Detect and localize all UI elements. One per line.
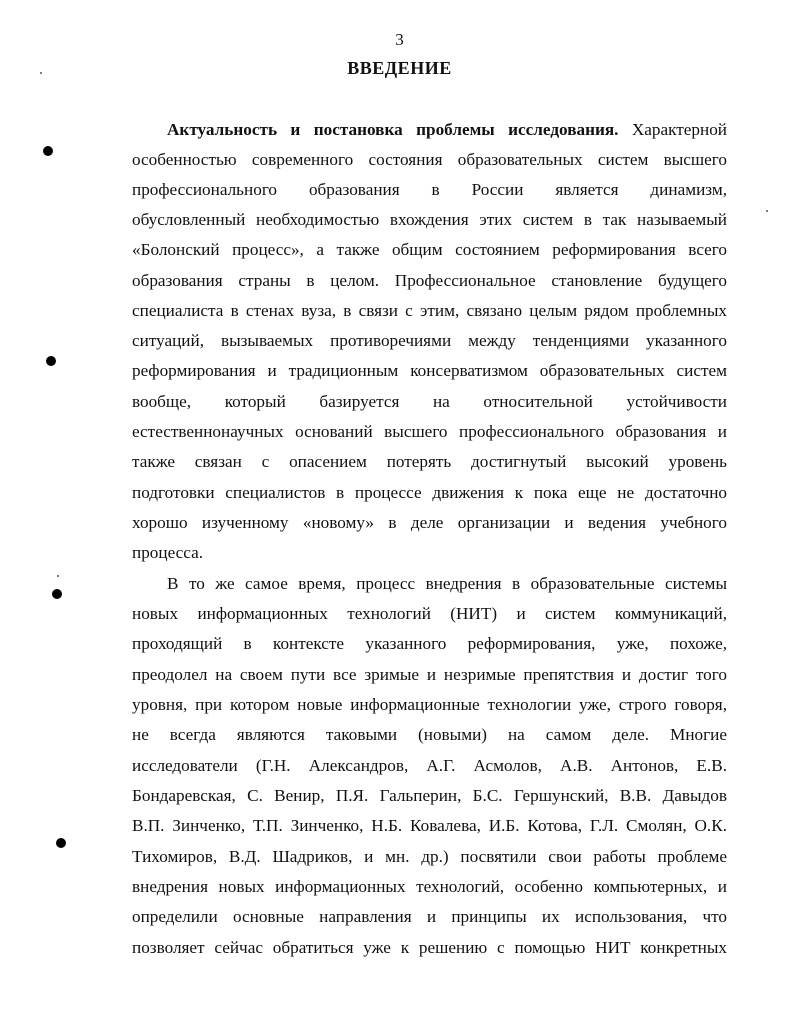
paragraph-line: позволяет сейчас обратиться уже к решению с помощью НИТ конкретных — [132, 938, 727, 957]
paragraph-line: исследователи (Г.Н. Александров, А.Г. Асмолов, А.В. Антонов, Е.В. — [132, 756, 727, 775]
paragraph-line: новых информационных технологий (НИТ) и систем коммуникаций, — [132, 604, 727, 623]
paragraph-line: В то же самое время, процесс внедрения в образовательные системы — [167, 574, 727, 593]
scan-speck — [57, 575, 59, 577]
paragraph-line: обусловленный необходимостью вхождения этих систем в так называемый — [132, 210, 727, 229]
lead-tail: Характерной — [631, 120, 727, 139]
paragraph-line: процесса. — [132, 543, 204, 562]
punch-hole — [43, 146, 53, 156]
punch-hole — [52, 589, 62, 599]
paragraph-line: Тихомиров, В.Д. Шадриков, и мн. др.) посвятили свои работы проблеме — [132, 847, 727, 866]
lead-phrase: Актуальность и постановка проблемы исследования. — [167, 120, 619, 139]
paragraph-line: особенностью современного состояния образовательных систем высшего — [132, 150, 727, 169]
paragraph-line: профессионального образования в России является динамизм, — [132, 180, 727, 199]
paragraph-line: специалиста в стенах вуза, в связи с этим, связано целым рядом проблемных — [132, 301, 727, 320]
paragraph-line: Бондаревская, С. Венир, П.Я. Гальперин, Б.С. Гершунский, В.В. Давыдов — [132, 786, 727, 805]
paragraph-line: проходящий в контексте указанного реформирования, уже, похоже, — [132, 634, 727, 653]
punch-hole — [56, 838, 66, 848]
scan-speck — [766, 210, 768, 212]
paragraph-line: хорошо изученному «новому» в деле организации и ведения учебного — [132, 513, 727, 532]
paragraph-line: уровня, при котором новые информационные технологии уже, строго говоря, — [132, 695, 727, 714]
paragraph-line: реформирования и традиционным консерватизмом образовательных систем — [132, 361, 727, 380]
paragraph-line: естественнонаучных оснований высшего профессионального образования и — [132, 422, 727, 441]
paragraph-line: внедрения новых информационных технологий, особенно компьютерных, и — [132, 877, 727, 896]
paragraph-line: подготовки специалистов в процессе движения к пока еще не достаточно — [132, 483, 727, 502]
paragraph-line: образования страны в целом. Профессиональное становление будущего — [132, 271, 727, 290]
scan-speck — [40, 72, 42, 74]
page-title: ВВЕДЕНИЕ — [347, 58, 452, 78]
paragraph-line: ситуаций, вызываемых противоречиями между тенденциями указанного — [132, 331, 727, 350]
paragraph-line: не всегда являются таковыми (новыми) на самом деле. Многие — [132, 725, 727, 744]
page-number: 3 — [395, 30, 404, 49]
paragraph-line — [167, 119, 727, 141]
punch-hole — [46, 356, 56, 366]
paragraph-line: определили основные направления и принципы их использования, что — [132, 907, 727, 926]
paragraph-line: В.П. Зинченко, Т.П. Зинченко, Н.Б. Ковалева, И.Б. Котова, Г.Л. Смолян, О.К. — [132, 816, 727, 835]
paragraph-line: «Болонский процесс», а также общим состоянием реформирования всего — [132, 240, 727, 259]
paragraph-line: преодолел на своем пути все зримые и незримые препятствия и достиг того — [132, 665, 727, 684]
paragraph-line: также связан с опасением потерять достигнутый высокий уровень — [132, 452, 727, 471]
paragraph-line: вообще, который базируется на относительной устойчивости — [132, 392, 727, 411]
